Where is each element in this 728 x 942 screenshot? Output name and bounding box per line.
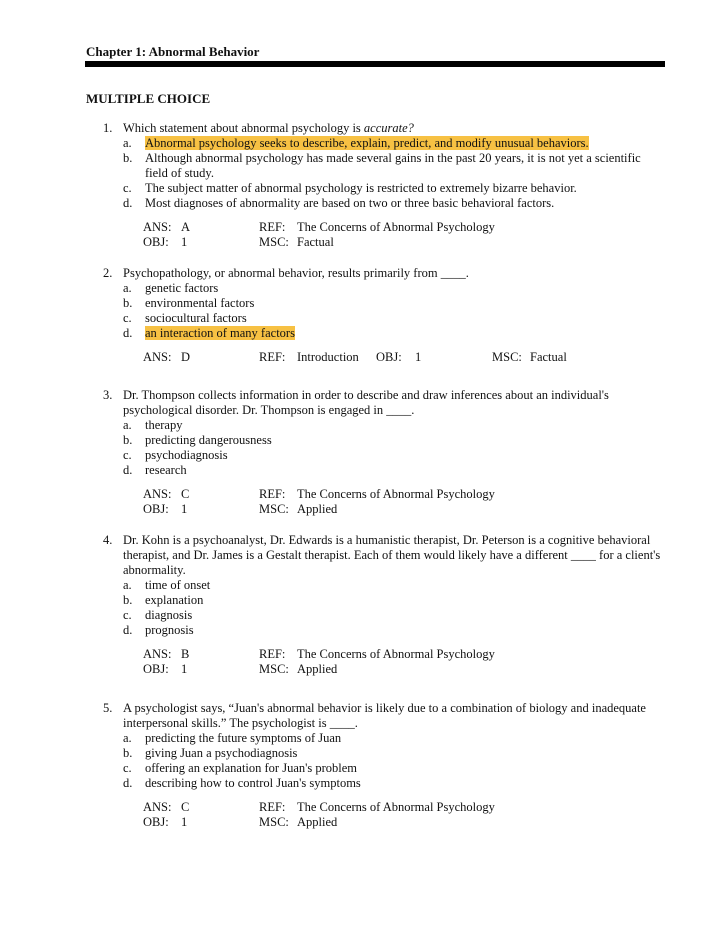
option-text: predicting dangerousness [145,433,272,447]
ref-value: The Concerns of Abnormal Psychology [297,800,495,814]
msc-label: MSC: [492,350,522,364]
question-stem [103,266,663,281]
msc-value: Applied [297,662,338,676]
ref-label: REF: [259,220,286,234]
ans-value: C [181,800,190,814]
answer-meta [103,800,663,830]
obj-value: 1 [415,350,422,364]
option-letter: b. [123,296,133,310]
question-5 [103,701,663,830]
option-letter: a. [123,418,132,432]
option-text: predicting the future symptoms of Juan [145,731,342,745]
answer-meta [103,487,663,517]
option-c [103,311,663,326]
question-number: 5. [103,701,113,715]
ans-label: ANS: [143,647,172,661]
ans-value: C [181,487,190,501]
ref-label: REF: [259,647,286,661]
msc-value: Factual [297,235,334,249]
option-letter: c. [123,311,132,325]
obj-label: OBJ: [376,350,402,364]
option-text: environmental factors [145,296,255,310]
ref-value: Introduction [297,350,359,364]
option-text-highlighted: an interaction of many factors [145,326,295,340]
section-heading: MULTIPLE CHOICE [86,91,211,106]
ref-value: The Concerns of Abnormal Psychology [297,487,495,501]
msc-label: MSC: [259,235,289,249]
option-a [103,281,663,296]
question-stem [103,701,663,731]
option-d [103,623,663,638]
ans-value: D [181,350,191,364]
ans-label: ANS: [143,350,172,364]
option-text: describing how to control Juan's symptoms [145,776,361,790]
msc-value: Applied [297,502,338,516]
question-stem [103,533,663,578]
option-text: research [145,463,187,477]
option-text: sociocultural factors [145,311,247,325]
option-c [103,761,663,776]
option-letter: b. [123,593,133,607]
question-2 [103,266,663,365]
option-b [103,746,663,761]
question-1 [103,121,663,250]
question-number: 4. [103,533,113,547]
option-letter: d. [123,196,133,210]
option-letter: c. [123,448,132,462]
question-stem [103,388,663,418]
obj-label: OBJ: [143,235,169,249]
option-letter: d. [123,326,133,340]
ans-label: ANS: [143,487,172,501]
obj-label: OBJ: [143,662,169,676]
ref-label: REF: [259,487,286,501]
option-d [103,463,663,478]
question-number: 3. [103,388,113,402]
option-d [103,776,663,791]
option-letter: b. [123,433,133,447]
option-letter: b. [123,151,133,165]
question-number: 1. [103,121,113,135]
obj-value: 1 [181,815,188,829]
answer-meta [103,647,663,677]
ans-label: ANS: [143,800,172,814]
option-list [103,281,663,341]
option-letter: c. [123,608,132,622]
msc-value: Applied [297,815,338,829]
question-text: A psychologist says, “Juan's abnormal behavior is likely due to a combination of biology and inadequate interpersonal skills.” The psychologist is ____. [123,701,646,730]
option-letter: a. [123,281,132,295]
obj-value: 1 [181,235,188,249]
option-text: diagnosis [145,608,193,622]
option-text: giving Juan a psychodiagnosis [145,746,298,760]
option-c [103,181,663,196]
option-list [103,578,663,638]
option-text: Most diagnoses of abnormality are based on two or three basic behavioral factors. [145,196,555,210]
ref-label: REF: [259,350,286,364]
msc-value: Factual [530,350,567,364]
question-text: Psychopathology, or abnormal behavior, results primarily from ____. [123,266,469,280]
option-text: therapy [145,418,183,432]
question-text: Dr. Kohn is a psychoanalyst, Dr. Edwards is a humanistic therapist, Dr. Peterson is a cognitive behavioral therapist, and Dr. James is a Gestalt therapist. Each of them would likely have a different ____ for a client's abnormality. [123,533,661,577]
answer-meta [103,220,663,250]
question-text: Dr. Thompson collects information in order to describe and draw inferences about an individual's psychological disorder. Dr. Thompson is engaged in ____. [123,388,609,417]
option-text-highlighted: Abnormal psychology seeks to describe, explain, predict, and modify unusual behaviors. [145,136,589,150]
question-stem [103,121,663,136]
chapter-title: Chapter 1: Abnormal Behavior [86,44,260,59]
option-text: time of onset [145,578,211,592]
option-letter: a. [123,578,132,592]
obj-value: 1 [181,502,188,516]
ans-value: B [181,647,190,661]
obj-value: 1 [181,662,188,676]
option-letter: c. [123,761,132,775]
option-letter: a. [123,136,132,150]
ans-label: ANS: [143,220,172,234]
option-letter: d. [123,463,133,477]
question-3 [103,388,663,517]
question-text: Which statement about abnormal psychology is [123,121,364,135]
msc-label: MSC: [259,662,289,676]
ref-value: The Concerns of Abnormal Psychology [297,647,495,661]
question-4 [103,533,663,677]
obj-label: OBJ: [143,815,169,829]
question-number: 2. [103,266,113,280]
option-d [103,326,663,341]
option-b [103,151,663,181]
option-letter: d. [123,776,133,790]
option-list [103,136,663,211]
option-letter: b. [123,746,133,760]
msc-label: MSC: [259,502,289,516]
option-text: offering an explanation for Juan's problem [145,761,358,775]
option-list [103,418,663,478]
answer-meta [103,350,663,365]
option-b [103,296,663,311]
header-rule [85,61,665,67]
option-text: The subject matter of abnormal psychology is restricted to extremely bizarre behavior. [145,181,577,195]
option-a [103,578,663,593]
option-a [103,418,663,433]
option-a [103,136,663,151]
option-c [103,448,663,463]
option-letter: c. [123,181,132,195]
question-emphasis: accurate? [363,121,414,135]
option-d [103,196,663,211]
ans-value: A [181,220,191,234]
obj-label: OBJ: [143,502,169,516]
option-text: psychodiagnosis [145,448,228,462]
msc-label: MSC: [259,815,289,829]
option-b [103,433,663,448]
option-list [103,731,663,791]
option-text: explanation [145,593,204,607]
option-a [103,731,663,746]
option-text: prognosis [145,623,194,637]
ref-label: REF: [259,800,286,814]
option-letter: a. [123,731,132,745]
option-text: Although abnormal psychology has made several gains in the past 20 years, it is not yet a scientific field of study. [145,151,641,180]
option-letter: d. [123,623,133,637]
ref-value: The Concerns of Abnormal Psychology [297,220,495,234]
option-text: genetic factors [145,281,219,295]
option-b [103,593,663,608]
option-c [103,608,663,623]
